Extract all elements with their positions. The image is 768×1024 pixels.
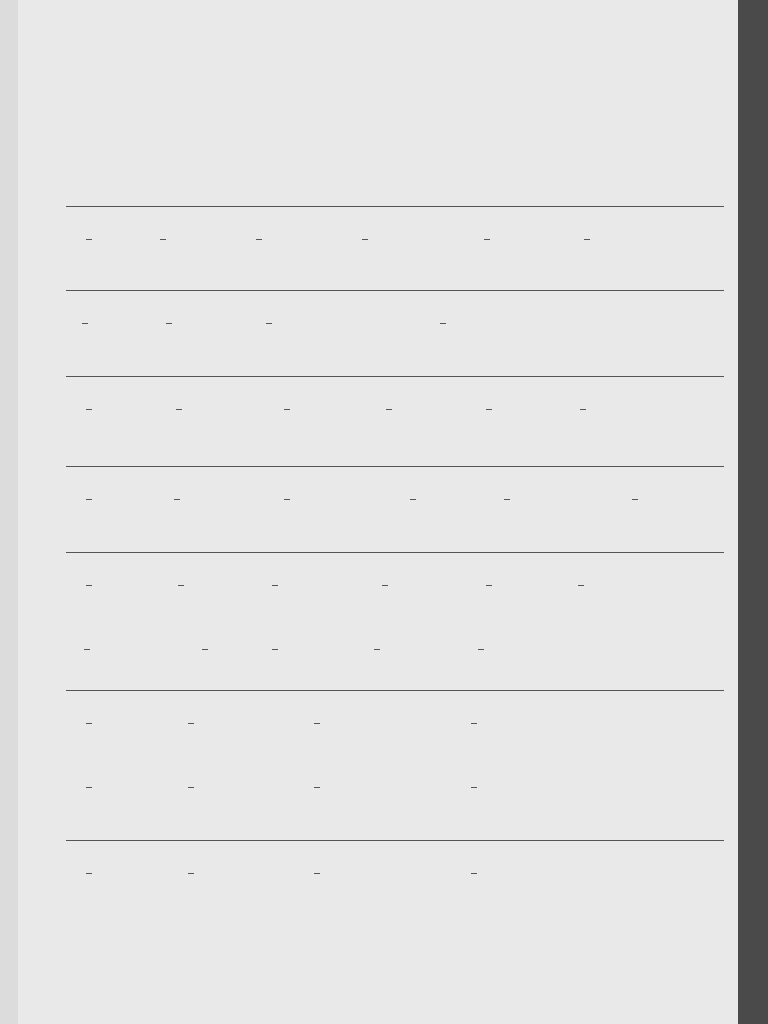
numerator bbox=[580, 409, 586, 410]
conversion-factor bbox=[86, 229, 92, 244]
numerator bbox=[266, 323, 272, 324]
numerator bbox=[486, 409, 492, 410]
numerator bbox=[176, 409, 182, 410]
numerator bbox=[471, 873, 477, 874]
numerator bbox=[440, 323, 446, 324]
numerator bbox=[188, 787, 194, 788]
numerator bbox=[386, 409, 392, 410]
section-0 bbox=[66, 206, 724, 290]
numerator bbox=[410, 499, 416, 500]
section-3 bbox=[66, 466, 724, 552]
numerator bbox=[382, 585, 388, 586]
conversion-factor bbox=[82, 313, 88, 328]
numerator bbox=[86, 787, 92, 788]
numerator bbox=[272, 585, 278, 586]
numerator bbox=[314, 787, 320, 788]
numerator bbox=[314, 873, 320, 874]
conversion-factor bbox=[272, 575, 278, 590]
conversion-factor bbox=[471, 863, 477, 878]
conversion-factor bbox=[471, 713, 477, 728]
section-heading bbox=[88, 845, 102, 861]
conversion-factor bbox=[578, 575, 584, 590]
conversion-factor bbox=[484, 229, 490, 244]
numerator bbox=[82, 323, 88, 324]
numerator bbox=[188, 723, 194, 724]
section-5 bbox=[66, 690, 724, 840]
section-2 bbox=[66, 376, 724, 466]
conversion-factor bbox=[266, 313, 272, 328]
book-edge bbox=[738, 0, 768, 1024]
conversion-factor bbox=[86, 777, 92, 792]
numerator bbox=[86, 499, 92, 500]
numerator bbox=[504, 499, 510, 500]
numerator bbox=[471, 787, 477, 788]
numerator bbox=[202, 649, 208, 650]
numerator bbox=[632, 499, 638, 500]
conversion-factor bbox=[580, 399, 586, 414]
conversion-factor bbox=[86, 713, 92, 728]
section-heading bbox=[88, 295, 102, 311]
numerator bbox=[478, 649, 484, 650]
numerator bbox=[188, 873, 194, 874]
conversion-factor bbox=[166, 313, 172, 328]
section-heading bbox=[88, 211, 102, 227]
section-heading bbox=[88, 695, 102, 711]
conversion-factor bbox=[174, 489, 180, 504]
conversion-factor bbox=[84, 639, 90, 654]
section-heading bbox=[88, 471, 102, 487]
numerator bbox=[374, 649, 380, 650]
conversion-factor bbox=[478, 639, 484, 654]
conversion-factor bbox=[410, 489, 416, 504]
conversion-factor bbox=[486, 575, 492, 590]
numerator bbox=[174, 499, 180, 500]
conversion-factor bbox=[86, 575, 92, 590]
numerator bbox=[471, 723, 477, 724]
numerator bbox=[86, 239, 92, 240]
conversion-factor bbox=[486, 399, 492, 414]
conversion-factor bbox=[471, 777, 477, 792]
conversion-factor bbox=[284, 489, 290, 504]
conversion-factor bbox=[314, 713, 320, 728]
conversion-factor bbox=[176, 399, 182, 414]
conversion-factor bbox=[202, 639, 208, 654]
numerator bbox=[86, 723, 92, 724]
conversion-factor bbox=[188, 863, 194, 878]
numerator bbox=[484, 239, 490, 240]
conversion-factor bbox=[188, 713, 194, 728]
numerator bbox=[578, 585, 584, 586]
numerator bbox=[314, 723, 320, 724]
conversion-factor bbox=[86, 863, 92, 878]
conversion-factor bbox=[86, 489, 92, 504]
conversion-factor bbox=[256, 229, 262, 244]
numerator bbox=[256, 239, 262, 240]
conversion-factor bbox=[374, 639, 380, 654]
numerator bbox=[584, 239, 590, 240]
numerator bbox=[362, 239, 368, 240]
numerator bbox=[86, 585, 92, 586]
numerator bbox=[86, 409, 92, 410]
numerator bbox=[178, 585, 184, 586]
conversion-factor bbox=[284, 399, 290, 414]
numerator bbox=[86, 873, 92, 874]
conversion-factor bbox=[386, 399, 392, 414]
conversion-factor bbox=[314, 777, 320, 792]
section-heading bbox=[88, 381, 102, 397]
conversion-factor bbox=[584, 229, 590, 244]
conversion-factor bbox=[504, 489, 510, 504]
conversion-factor bbox=[632, 489, 638, 504]
numerator bbox=[284, 409, 290, 410]
conversion-factor bbox=[86, 399, 92, 414]
numerator bbox=[486, 585, 492, 586]
numerator bbox=[160, 239, 166, 240]
conversion-factor bbox=[188, 777, 194, 792]
conversion-factor bbox=[178, 575, 184, 590]
conversion-factor bbox=[314, 863, 320, 878]
conversion-factor bbox=[440, 313, 446, 328]
numerator bbox=[166, 323, 172, 324]
numerator bbox=[84, 649, 90, 650]
numerator bbox=[284, 499, 290, 500]
section-1 bbox=[66, 290, 724, 376]
section-6 bbox=[66, 840, 724, 926]
conversion-factor bbox=[362, 229, 368, 244]
conversion-factor bbox=[272, 639, 278, 654]
conversion-factor bbox=[382, 575, 388, 590]
section-4 bbox=[66, 552, 724, 690]
numerator bbox=[272, 649, 278, 650]
section-heading bbox=[88, 557, 102, 573]
conversion-factor bbox=[160, 229, 166, 244]
